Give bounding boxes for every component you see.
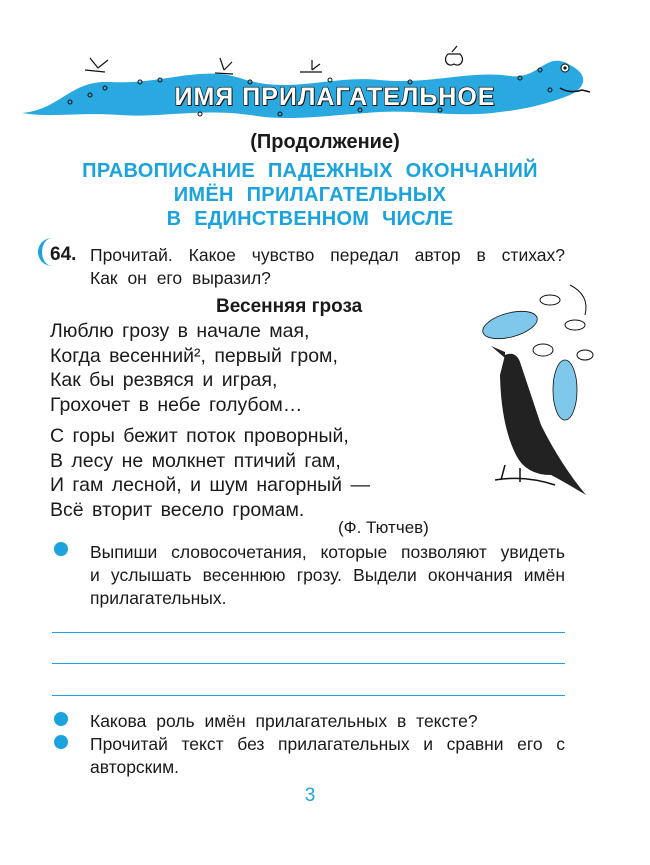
bird-illustration	[475, 280, 615, 515]
poem-stanza-2: С горы бежит поток проворный, В лесу не молкнет птичий гам, И гам лесной, и шум нагорный — Всё вторит весело громам.	[50, 425, 370, 521]
bullet-task-3: Прочитай текст без прилагательных и сравни его с авторским.	[90, 734, 565, 777]
exercise-number: 64.	[50, 244, 77, 265]
section-heading-line-2: ИМЁН ПРИЛАГАТЕЛЬНЫХ	[173, 184, 447, 206]
subtitle: (Продолжение)	[250, 131, 400, 153]
bullet-task-2: Какова роль имён прилагательных в тексте?	[90, 711, 478, 731]
section-heading-line-3: В ЕДИНСТВЕННОМ ЧИСЛЕ	[166, 208, 454, 230]
answer-line[interactable]	[52, 632, 565, 633]
bullet-icon	[54, 712, 68, 726]
answer-line[interactable]	[52, 663, 565, 664]
page-number: 3	[304, 785, 316, 806]
poem-title: Весенняя гроза	[216, 296, 363, 317]
section-heading-line-1: ПРАВОПИСАНИЕ ПАДЕЖНЫХ ОКОНЧАНИЙ	[82, 160, 538, 182]
bullet-icon	[54, 735, 68, 749]
bullet-task-1: Выпиши словосочетания, которые позволяют увидеть и услышать весеннюю грозу. Выдели окончания имён прилагательных.	[90, 542, 565, 608]
poem-stanza-1: Люблю грозу в начале мая, Когда весенний², первый гром, Как бы резвяся и играя, Грохочет в небе голубом…	[50, 320, 338, 416]
answer-line[interactable]	[52, 695, 565, 696]
exercise-task: Прочитай. Какое чувство передал автор в стихах? Как он его выразил?	[90, 245, 565, 288]
bullet-icon	[54, 542, 68, 556]
banner-title: ИМЯ ПРИЛАГАТЕЛЬНОЕ	[174, 83, 496, 111]
poem-author: (Ф. Тютчев)	[338, 518, 429, 537]
